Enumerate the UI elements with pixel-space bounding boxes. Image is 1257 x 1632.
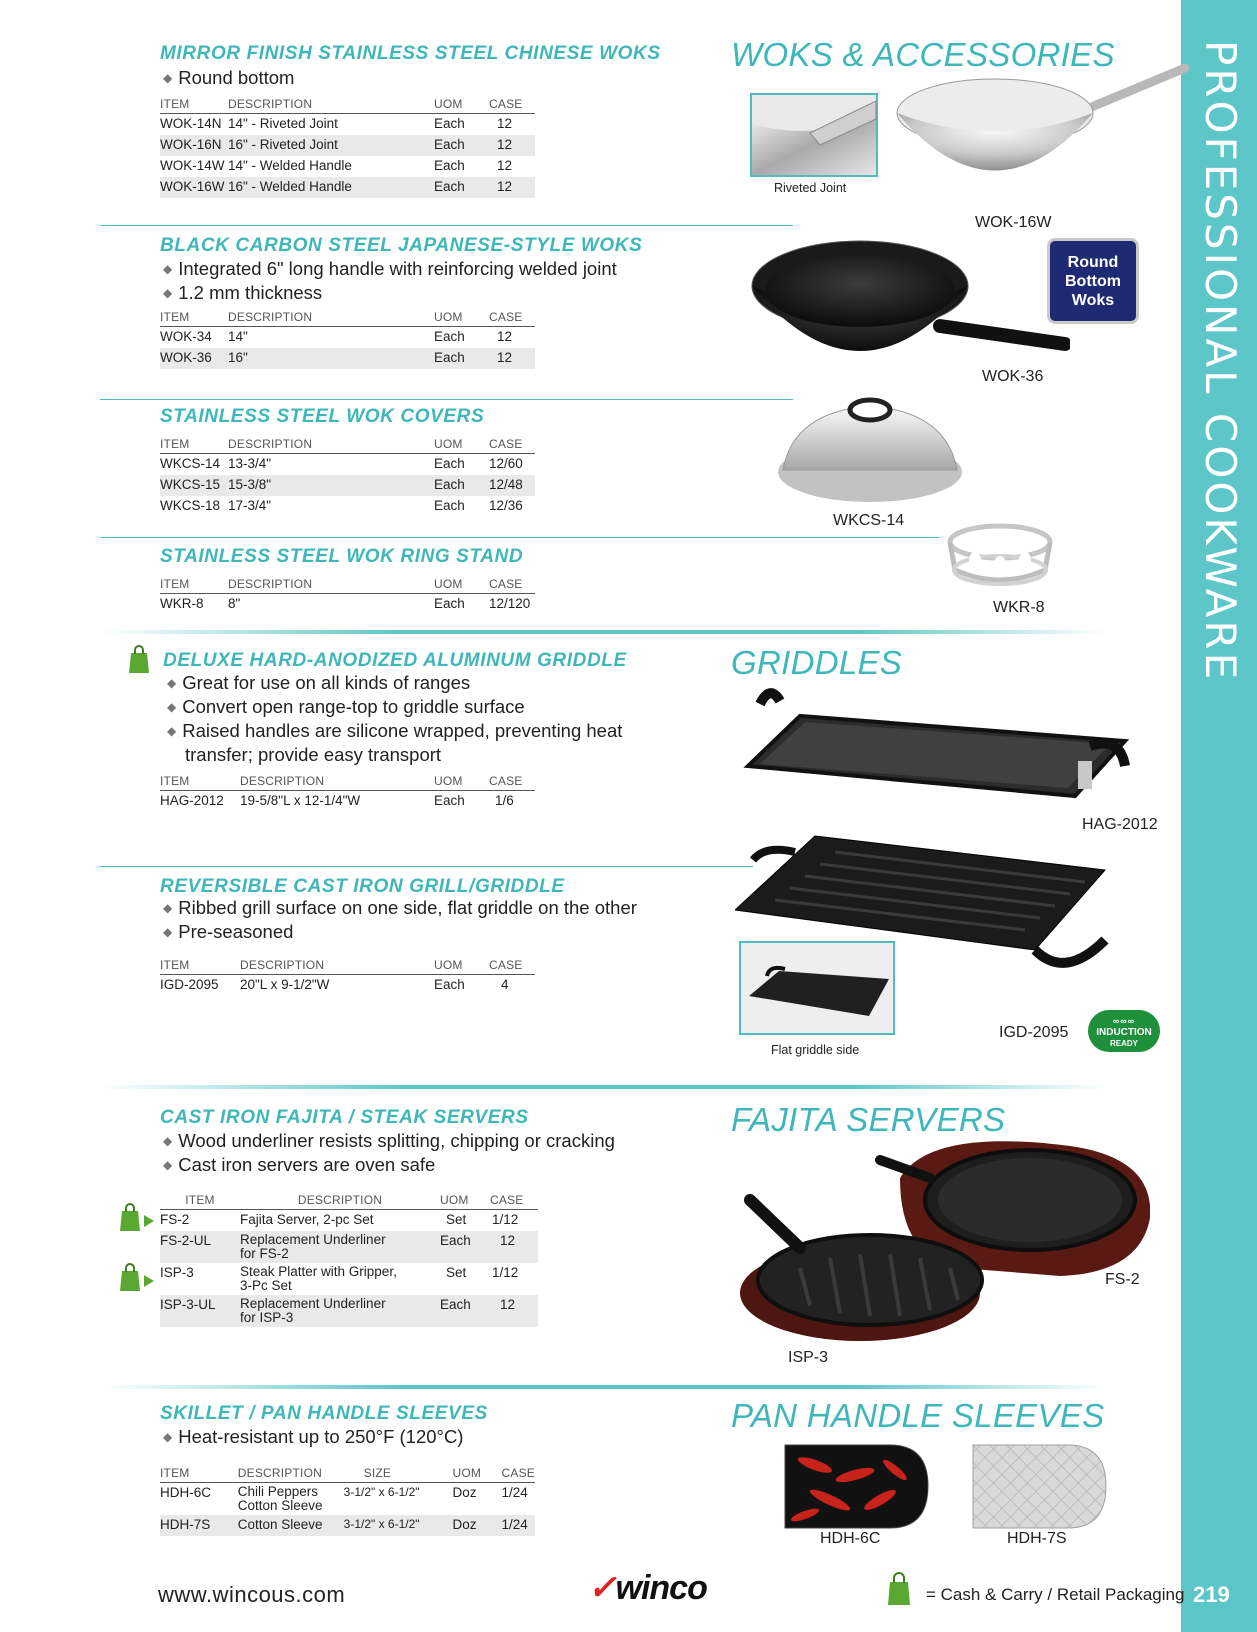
table-cell: 20"L x 9-1/2"W <box>240 977 330 992</box>
riveted-joint-image <box>750 93 878 177</box>
footer-legend: = Cash & Carry / Retail Packaging <box>926 1585 1185 1604</box>
ring-stand-title: STAINLESS STEEL WOK RING STAND <box>160 546 524 567</box>
table-cell: 8" <box>228 596 241 611</box>
hdh-6c-label: HDH-6C <box>820 1530 881 1547</box>
table-cell: WOK-34 <box>160 329 212 344</box>
col-uom: UOM <box>434 576 489 594</box>
wkcs-14-label: WKCS-14 <box>833 512 905 529</box>
chili-sleeve-image <box>780 1440 930 1532</box>
carbon-woks-bullets <box>163 258 617 306</box>
table-cell: WKCS-14 <box>160 456 221 471</box>
table-row <box>160 496 535 517</box>
sleeves-section-title: PAN HANDLE SLEEVES <box>731 1397 1105 1434</box>
table-cell: Chili Peppers Cotton Sleeve <box>237 1484 323 1513</box>
col-case: CASE <box>502 1465 535 1483</box>
divider <box>100 537 940 538</box>
col-uom: UOM <box>434 96 489 114</box>
col-item: ITEM <box>160 436 228 454</box>
section-divider <box>100 1385 1105 1389</box>
table-cell: Each <box>434 116 465 131</box>
table-cell: 1/12 <box>492 1265 519 1280</box>
footer-url[interactable]: www.wincous.com <box>158 1582 346 1607</box>
table-cell: 12/48 <box>489 475 535 496</box>
table-cell: WOK-16W <box>160 177 228 198</box>
hdh-7s-label: HDH-7S <box>1007 1530 1067 1547</box>
table-cell: 12 <box>489 177 535 198</box>
fs-2-label: FS-2 <box>1105 1271 1140 1288</box>
table-cell: 14" <box>228 329 248 344</box>
flat-griddle-image <box>739 941 895 1035</box>
mirror-woks-title: MIRROR FINISH STAINLESS STEEL CHINESE WOKS <box>160 43 661 64</box>
table-cell: Each <box>434 475 489 496</box>
col-item: ITEM <box>160 96 228 114</box>
steak-platter-image <box>740 1188 1010 1348</box>
table-cell: 16" <box>228 348 434 369</box>
table-cell: Each <box>434 456 465 471</box>
deluxe-griddle-bullets <box>167 672 622 768</box>
bullet: ◆ Integrated 6" long handle with reinforcing welded joint <box>163 258 617 282</box>
table-cell: 1/6 <box>495 793 514 808</box>
table-cell: 12 <box>497 158 513 173</box>
table-row <box>160 156 535 177</box>
col-case: CASE <box>489 576 535 594</box>
griddles-section-title: GRIDDLES <box>731 644 903 681</box>
table-cell: Each <box>434 498 465 513</box>
col-uom: UOM <box>440 1192 490 1210</box>
mirror-woks-bullets <box>163 67 294 91</box>
col-item: ITEM <box>160 576 228 594</box>
table-row <box>160 1295 538 1327</box>
fajita-bullets <box>163 1130 615 1178</box>
table-cell: 15-3/8" <box>228 475 434 496</box>
table-cell: 1/24 <box>502 1515 535 1536</box>
table-cell: Each <box>434 348 489 369</box>
page-number: 219 <box>1193 1582 1230 1607</box>
table-cell: 19-5/8"L x 12-1/4"W <box>240 793 361 808</box>
table-cell: Replacement Underliner for ISP-3 <box>240 1295 440 1327</box>
igd-2095-label: IGD-2095 <box>999 1024 1069 1041</box>
col-uom: UOM <box>434 309 489 327</box>
table-cell: ISP-3-UL <box>160 1295 240 1327</box>
table-row <box>160 1263 538 1295</box>
section-divider <box>100 1085 1105 1089</box>
sleeves-title: SKILLET / PAN HANDLE SLEEVES <box>160 1403 488 1424</box>
table-cell: Each <box>434 793 465 808</box>
col-description: DESCRIPTION <box>240 957 434 975</box>
table-cell: Doz <box>453 1515 502 1536</box>
col-description: DESCRIPTION <box>228 576 434 594</box>
table-cell: 12 <box>497 329 513 344</box>
fajita-title: CAST IRON FAJITA / STEAK SERVERS <box>160 1107 529 1128</box>
col-description: DESCRIPTION <box>228 309 434 327</box>
induction-ready-badge <box>1088 1010 1160 1052</box>
deluxe-griddle-table <box>160 773 535 812</box>
col-case: CASE <box>489 96 535 114</box>
section-divider <box>100 630 1105 634</box>
wkr-8-label: WKR-8 <box>993 599 1045 616</box>
flat-griddle-label: Flat griddle side <box>771 1043 860 1057</box>
cotton-sleeve-image <box>968 1440 1108 1532</box>
bullet: ◆ Ribbed grill surface on one side, flat griddle on the other <box>163 897 637 921</box>
table-cell: HDH-6C <box>160 1485 212 1500</box>
wok-16w-label: WOK-16W <box>975 214 1052 231</box>
bullet: ◆ Wood underliner resists splitting, chipping or cracking <box>163 1130 615 1154</box>
carbon-woks-title: BLACK CARBON STEEL JAPANESE-STYLE WOKS <box>160 235 643 256</box>
bullet: ◆ Raised handles are silicone wrapped, preventing heat <box>167 720 622 744</box>
wok-cover-image <box>775 392 965 507</box>
bullet: ◆ Cast iron servers are oven safe <box>163 1154 615 1178</box>
ring-stand-table <box>160 576 535 615</box>
table-row <box>160 1483 535 1516</box>
table-cell: Each <box>440 1295 490 1327</box>
fajita-section-title: FAJITA SERVERS <box>731 1101 1006 1138</box>
table-cell: 16" - Riveted Joint <box>228 135 434 156</box>
table-cell: 1/12 <box>492 1212 519 1227</box>
badge-line: INDUCTION <box>1096 1027 1152 1038</box>
col-description: DESCRIPTION <box>240 1192 440 1210</box>
col-item: ITEM <box>160 309 228 327</box>
col-case: CASE <box>489 773 535 791</box>
cast-iron-griddle-title: REVERSIBLE CAST IRON GRILL/GRIDDLE <box>160 876 565 897</box>
table-cell: WKCS-18 <box>160 498 221 513</box>
col-description: DESCRIPTION <box>228 96 434 114</box>
col-uom: UOM <box>434 773 489 791</box>
divider <box>100 866 753 867</box>
cast-iron-griddle-table <box>160 957 535 996</box>
table-cell: Each <box>434 977 465 992</box>
table-cell: Set <box>446 1212 467 1227</box>
wok-covers-title: STAINLESS STEEL WOK COVERS <box>160 406 485 427</box>
col-uom: UOM <box>434 957 489 975</box>
col-item: ITEM <box>160 957 240 975</box>
table-cell: Doz <box>452 1485 477 1500</box>
divider <box>100 225 793 226</box>
table-cell: 16" - Welded Handle <box>228 177 434 198</box>
table-cell: HDH-7S <box>160 1515 238 1536</box>
table-cell: Steak Platter with Gripper, 3-Pc Set <box>240 1264 397 1293</box>
table-cell: Fajita Server, 2-pc Set <box>240 1212 374 1227</box>
table-row <box>160 327 535 349</box>
table-cell: 14" - Riveted Joint <box>228 116 338 131</box>
bullet: ◆ 1.2 mm thickness <box>163 282 617 306</box>
wok-36-label: WOK-36 <box>982 368 1044 385</box>
table-cell: 3-1/2" x 6-1/2" <box>343 1485 420 1499</box>
table-cell: WKCS-15 <box>160 475 228 496</box>
col-description: DESCRIPTION <box>240 773 434 791</box>
badge-line: Round <box>1067 254 1119 271</box>
badge-line: Woks <box>1071 292 1115 309</box>
table-row <box>160 1210 538 1232</box>
badge-line: READY <box>1109 1039 1138 1048</box>
table-row <box>160 791 535 813</box>
table-cell: 12 <box>490 1231 538 1263</box>
table-cell: Each <box>434 329 465 344</box>
bullet-continuation: transfer; provide easy transport <box>185 744 442 765</box>
table-cell: 14" - Welded Handle <box>228 158 352 173</box>
table-row <box>160 594 535 616</box>
table-cell: FS-2 <box>160 1212 190 1227</box>
col-description: DESCRIPTION <box>228 436 434 454</box>
shopping-bag-icon <box>886 1572 912 1606</box>
table-cell: 17-3/4" <box>228 498 272 513</box>
table-cell: 4 <box>501 977 509 992</box>
table-cell: 12 <box>489 135 535 156</box>
logo-mark: ✓ <box>588 1569 616 1607</box>
mirror-woks-table <box>160 96 535 198</box>
bullet: ◆ Great for use on all kinds of ranges <box>167 672 622 696</box>
table-cell: Each <box>434 135 489 156</box>
table-cell: Each <box>434 158 465 173</box>
table-cell: 12 <box>490 1295 538 1327</box>
col-size: SIZE <box>344 1465 453 1483</box>
col-uom: UOM <box>434 436 489 454</box>
shopping-bag-icon <box>118 1202 158 1234</box>
table-cell: IGD-2095 <box>160 977 219 992</box>
col-uom: UOM <box>453 1465 502 1483</box>
sleeves-bullets <box>163 1426 463 1450</box>
shopping-bag-icon <box>127 644 151 674</box>
table-cell: WOK-16N <box>160 135 228 156</box>
table-cell: Each <box>440 1231 490 1263</box>
wok-ring-image <box>945 520 1055 590</box>
table-row <box>160 135 535 156</box>
badge-line: Bottom <box>1065 273 1121 290</box>
col-case: CASE <box>489 957 535 975</box>
woks-section-title: WOKS & ACCESSORIES <box>731 36 1115 73</box>
bullet: ◆ Heat-resistant up to 250°F (120°C) <box>163 1426 463 1450</box>
sleeves-table <box>160 1465 535 1536</box>
fajita-table <box>160 1192 538 1327</box>
table-cell: 13-3/4" <box>228 456 272 471</box>
deluxe-griddle-title: DELUXE HARD-ANODIZED ALUMINUM GRIDDLE <box>163 650 627 671</box>
table-cell: HAG-2012 <box>160 793 224 808</box>
table-row <box>160 114 535 136</box>
stainless-wok-image <box>895 58 1195 208</box>
table-cell: 12/120 <box>489 596 531 611</box>
col-item: ITEM <box>160 1192 240 1210</box>
table-cell: 3-1/2" x 6-1/2" <box>344 1515 453 1536</box>
black-wok-image <box>750 236 1070 366</box>
table-row <box>160 975 535 997</box>
table-cell: 12 <box>489 348 535 369</box>
bullet: ◆ Round bottom <box>163 67 294 91</box>
isp-3-label: ISP-3 <box>788 1349 829 1366</box>
table-row <box>160 1231 538 1263</box>
table-cell: WOK-14W <box>160 158 225 173</box>
bullet: ◆ Convert open range-top to griddle surface <box>167 696 622 720</box>
table-cell: FS-2-UL <box>160 1231 240 1263</box>
riveted-joint-label: Riveted Joint <box>774 181 847 195</box>
table-cell: WOK-36 <box>160 348 228 369</box>
table-row <box>160 454 535 476</box>
aluminum-griddle-image <box>740 686 1130 806</box>
table-cell: 1/24 <box>501 1485 528 1500</box>
bullet: ◆ Pre-seasoned <box>163 921 637 945</box>
table-row <box>160 348 535 369</box>
table-cell: Each <box>434 596 465 611</box>
col-description: DESCRIPTION <box>238 1465 344 1483</box>
table-cell: 12/36 <box>489 498 523 513</box>
sidebar-title: PROFESSIONAL COOKWARE <box>1196 40 1245 683</box>
carbon-woks-table <box>160 309 535 369</box>
table-cell: Each <box>434 177 489 198</box>
table-row <box>160 1515 535 1536</box>
wok-covers-table <box>160 436 535 517</box>
divider <box>100 399 793 400</box>
shopping-bag-icon <box>118 1262 158 1294</box>
table-cell: Replacement Underliner for FS-2 <box>240 1231 440 1263</box>
col-case: CASE <box>490 1192 538 1210</box>
table-row <box>160 475 535 496</box>
winco-logo <box>588 1568 707 1608</box>
col-case: CASE <box>489 309 535 327</box>
table-cell: WOK-14N <box>160 116 222 131</box>
table-cell: WKR-8 <box>160 596 204 611</box>
table-cell: Cotton Sleeve <box>238 1515 344 1536</box>
cast-iron-griddle-bullets <box>163 897 637 945</box>
hag-2012-label: HAG-2012 <box>1082 816 1158 833</box>
coil-icon: ∞∞∞ <box>1112 1016 1136 1026</box>
col-item: ITEM <box>160 1465 238 1483</box>
table-row <box>160 177 535 198</box>
col-item: ITEM <box>160 773 240 791</box>
table-cell: 12 <box>497 116 513 131</box>
table-cell: Set <box>446 1265 467 1280</box>
table-cell: ISP-3 <box>160 1265 194 1280</box>
table-cell: 12/60 <box>489 456 523 471</box>
logo-text: winco <box>615 1569 707 1607</box>
col-case: CASE <box>489 436 535 454</box>
